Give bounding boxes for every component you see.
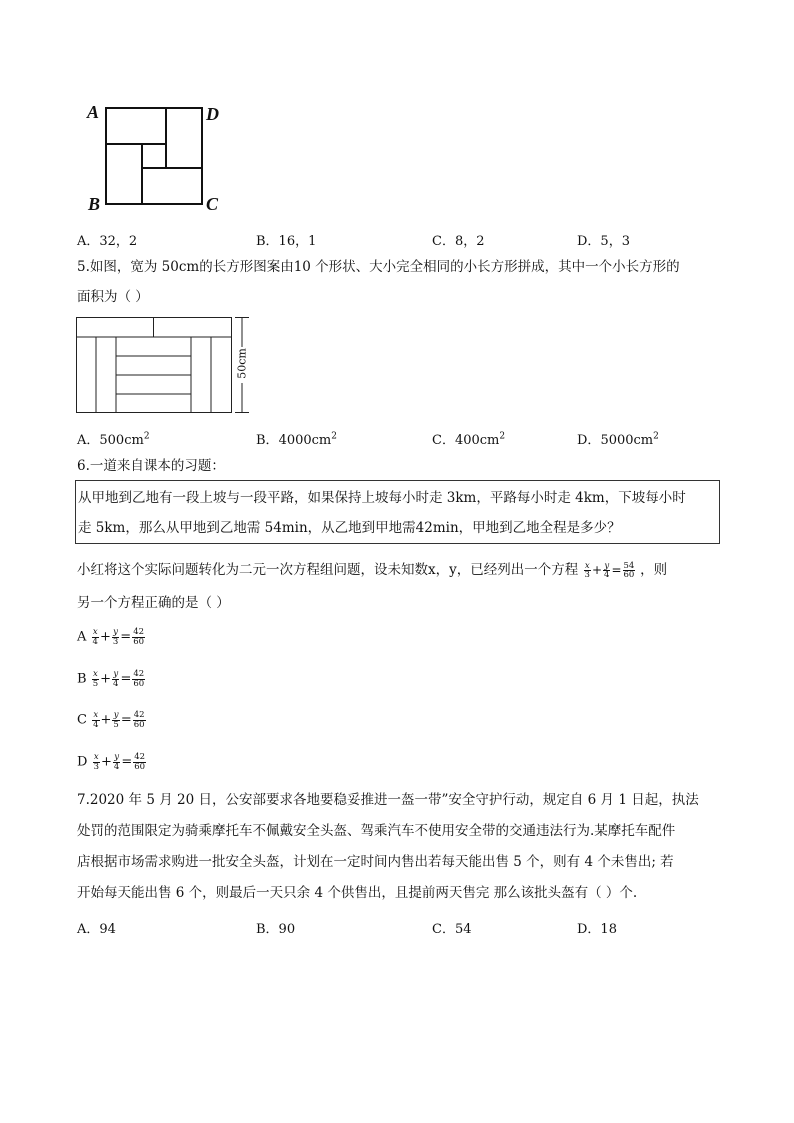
q7-line4: 开始每天能出售 6 个，则最后一天只余 4 个供售出，且提前两天售完 那么该批头盔有（ ）个. <box>77 885 638 901</box>
q6-given-equation: $\frac{x}{3}$ + $\frac{y}{4}$ = $\frac{54}{60}$ <box>584 560 635 580</box>
q6-option-b-label: B <box>77 671 87 687</box>
q6-text-line1 <box>77 560 667 580</box>
q5-option-a[interactable] <box>77 429 150 448</box>
frac-x: $\frac{x}{3}$ <box>584 560 590 580</box>
q5-option-c-prefix: C． <box>432 433 455 448</box>
q4-option-c[interactable]: C．8，2 <box>432 234 485 249</box>
q6-option-b[interactable]: B $\frac{x}{5}$ + $\frac{y}{4}$ = $\frac{42}{60}$ <box>77 669 145 689</box>
q5-option-a-sup: 2 <box>143 431 150 442</box>
q7-option-d[interactable]: D．18 <box>577 922 617 937</box>
q6-textbook-box <box>75 480 720 544</box>
q6-stem: 6.一道来自课本的习题： <box>77 458 225 474</box>
q7-option-b[interactable]: B．90 <box>256 922 296 937</box>
q5-stem-line1: 5.如图，宽为 50cm的长方形图案由10 个形状、大小完全相同的小长方形拼成，其中一个小长方形的 <box>77 259 680 275</box>
q7-option-c[interactable]: C．54 <box>432 922 472 937</box>
vertex-label-b: B <box>88 194 101 214</box>
q6-text-line1-body: 小红将这个实际问题转化为二元一次方程组问题，设未知数x，y，已经列出一个方程 <box>77 562 579 578</box>
q6-option-d-label: D <box>77 754 88 770</box>
q6-text-line2: 另一个方程正确的是（ ） <box>77 595 230 611</box>
q6-option-c[interactable]: C $\frac{x}{4}$ + $\frac{y}{5}$ = $\frac{42}{60}$ <box>77 710 145 730</box>
q7-line3: 店根据市场需求购进一批安全头盔，计划在一定时间内售出若每天能出售 5 个，则有 4 个未售出; 若 <box>77 854 674 870</box>
q5-option-d-prefix: D． <box>577 433 601 448</box>
q7-line1: 7.2020 年 5 月 20 日，公安部要求各地要稳妥推进一盔一带”安全守护行动，规定自 6 月 1 日起，执法 <box>77 792 699 808</box>
q5-option-d-sup: 2 <box>653 431 659 442</box>
q5-option-b-prefix: B． <box>256 433 279 448</box>
q5-option-d-value: 5000cm <box>600 433 654 448</box>
q5-option-a-value: 500cm <box>99 433 144 448</box>
q6-box-line2: 走 5km，那么从甲地到乙地需 54min，从乙地到甲地需42min，甲地到乙地全程是多少？ <box>78 520 621 536</box>
vertex-label-c: C <box>206 194 219 214</box>
q4-figure <box>84 98 234 218</box>
vertex-label-a: A <box>87 102 100 122</box>
frac-y: $\frac{y}{4}$ <box>604 560 610 580</box>
q6-option-a-label: A <box>77 629 87 645</box>
q4-option-d[interactable]: D．5，3 <box>577 234 630 249</box>
q5-option-b-value: 4000cm <box>278 433 332 448</box>
dimension-label-50cm: 50cm <box>235 348 249 379</box>
q5-option-d[interactable] <box>577 429 659 448</box>
frac-result: $\frac{54}{60}$ <box>623 560 635 580</box>
q5-option-c[interactable] <box>432 429 505 448</box>
q5-option-c-sup: 2 <box>499 431 506 442</box>
q7-line2: 处罚的范围限定为骑乘摩托车不佩戴安全头盔、驾乘汽车不使用安全带的交通违法行为.某摩托车配件 <box>77 823 676 839</box>
q6-option-a[interactable]: A $\frac{x}{4}$ + $\frac{y}{3}$ = $\frac{42}{60}$ <box>77 627 145 647</box>
vertex-label-d: D <box>206 104 219 124</box>
q6-option-d[interactable]: D $\frac{x}{3}$ + $\frac{y}{4}$ = $\frac{42}{60}$ <box>77 752 146 772</box>
q4-option-a[interactable]: A．32，2 <box>77 234 138 249</box>
q5-option-b[interactable] <box>256 429 337 448</box>
q7-option-a[interactable]: A．94 <box>77 922 116 937</box>
q5-option-b-sup: 2 <box>331 431 337 442</box>
q6-option-c-label: C <box>77 712 87 728</box>
q6-text-line1-end: ，则 <box>640 562 668 578</box>
q5-stem-line2: 面积为（ ） <box>77 289 149 305</box>
q5-option-c-value: 400cm <box>454 433 500 448</box>
q4-option-b[interactable]: B．16，1 <box>256 234 317 249</box>
q5-figure <box>76 317 266 417</box>
q5-option-a-prefix: A． <box>77 433 100 448</box>
q6-box-line1: 从甲地到乙地有一段上坡与一段平路，如果保持上坡每小时走 3km，平路每小时走 4km，下坡每小时 <box>78 490 686 506</box>
